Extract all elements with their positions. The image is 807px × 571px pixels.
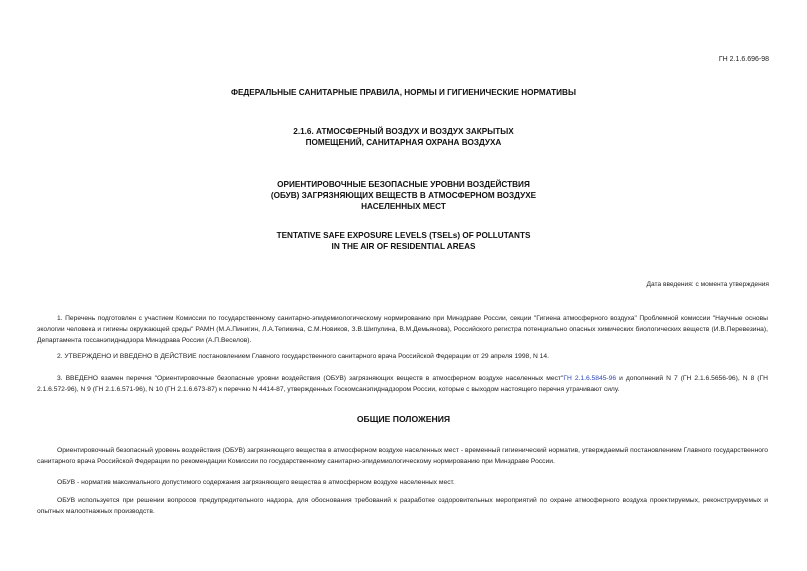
general-provisions-heading: ОБЩИЕ ПОЛОЖЕНИЯ	[356, 414, 451, 424]
paragraph-obuv-usage: ОБУВ используется при решении вопросов предупредительного надзора, для обоснования требований к разработке оздоровительных мероприятий по охране атмосферного воздуха проектируемых, реконструируемых и опытных малоотнажных производств.	[37, 497, 768, 516]
paragraph-obuv-norm: ОБУВ - норматив максимального допустимого содержания загрязняющего вещества в атмосферном воздухе населенных мест.	[57, 479, 455, 486]
title-en-line-2: IN THE AIR OF RESIDENTIAL AREAS	[331, 242, 476, 251]
section-title-line-1: 2.1.6. АТМОСФЕРНЫЙ ВОЗДУХ И ВОЗДУХ ЗАКРЫТЫХ	[293, 127, 514, 136]
title-ru-line-3: НАСЕЛЕННЫХ МЕСТ	[361, 202, 446, 211]
title-ru-line-1: ОРИЕНТИРОВОЧНЫЕ БЕЗОПАСНЫЕ УРОВНИ ВОЗДЕЙСТВИЯ	[277, 180, 530, 189]
section-title-line-2: ПОМЕЩЕНИЙ, САНИТАРНАЯ ОХРАНА ВОЗДУХА	[305, 138, 502, 147]
gn-reference-link[interactable]: ГН 2.1.6.5845-96	[563, 375, 617, 382]
document-title-ru	[0, 179, 807, 212]
federal-header: ФЕДЕРАЛЬНЫЕ САНИТАРНЫЕ ПРАВИЛА, НОРМЫ И ГИГИЕНИЧЕСКИЕ НОРМАТИВЫ	[230, 88, 576, 97]
paragraph-1-prepared-by: 1. Перечень подготовлен с участием Комиссии по государственному санитарно-эпидемиологическому нормированию при Минздраве России, секции "Гигиена атмосферного воздуха" Проблемной комиссии "Научные основы экологии человека и гигиены окружающей среды" РАМН (М.А.Пинигин, Л.А.Тепикина, С.М.Новиков, З.В.Шипулина, В.М.Демьянова), Российского регистра потенциально опасных химических биологических веществ (И.В.Перевезина), Департамента госсанэпиднадзора Минздрава России (А.П.Веселов).	[37, 315, 768, 345]
section-title	[0, 126, 807, 148]
paragraph-obuv-definition: Ориентировочный безопасный уровень воздействия (ОБУВ) загрязняющего вещества в атмосферном воздухе населенных мест - временный гигиенический норматив, утверждаемый постановлением Главного государственного санитарного врача Российской Федерации по рекомендации Комиссии по государственному санитарно-эпидемиологическому нормированию при Минздраве России.	[37, 447, 768, 466]
title-ru-line-2: (ОБУВ) ЗАГРЯЗНЯЮЩИХ ВЕЩЕСТВ В АТМОСФЕРНОМ ВОЗДУХЕ	[270, 191, 537, 200]
paragraph-3-replaces	[37, 373, 768, 395]
document-title-en	[0, 230, 807, 252]
paragraph-3-text-end: и дополнений N 7 (ГН 2.1.6.5656-96), N 8 (ГН 2.1.6.572-96), N 9 (ГН 2.1.6.571-96), N 10 (ГН 2.1.6.673-87) к перечню N 4414-87, утвержденных Госкомсанэпиднадзором России, которые с выходом настоящего перечня утрачивают силу.	[37, 375, 768, 394]
paragraph-2-approved: 2. УТВЕРЖДЕНО И ВВЕДЕНО В ДЕЙСТВИЕ постановлением Главного государственного санитарного врача Российской Федерации от 29 апреля 1998, N 14.	[57, 353, 549, 360]
introduction-date: Дата введения: с момента утверждения	[646, 281, 769, 288]
document-number: ГН 2.1.6.696-98	[718, 56, 769, 63]
paragraph-3-text-start: 3. ВВЕДЕНО взамен перечня "Ориентировочные безопасные уровни воздействия (ОБУВ) загрязняющих веществ в атмосферном воздухе населенных мест"	[57, 375, 564, 382]
title-en-line-1: TENTATIVE SAFE EXPOSURE LEVELS (TSELs) OF POLLUTANTS	[276, 231, 531, 240]
